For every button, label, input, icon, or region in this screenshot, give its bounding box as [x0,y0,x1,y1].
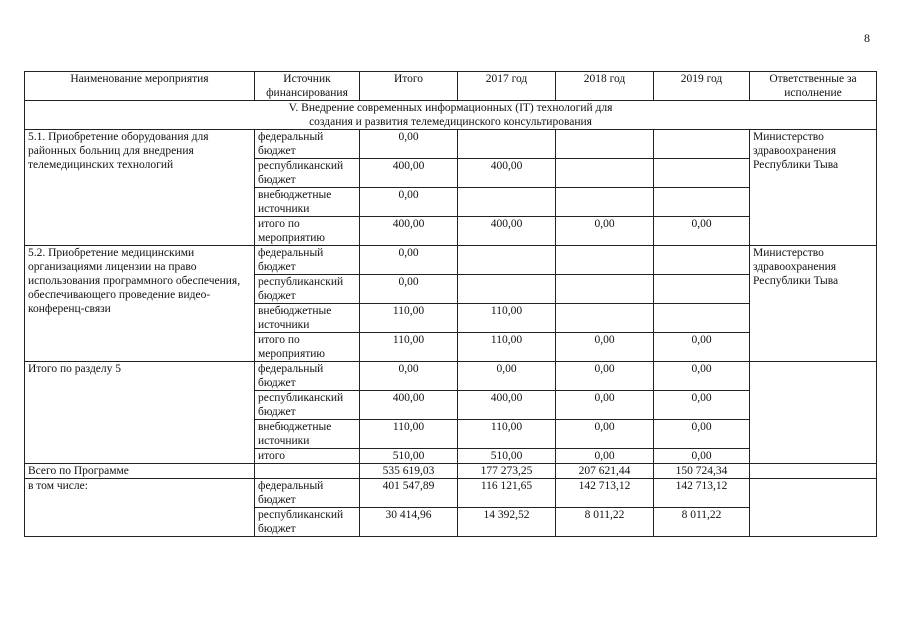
source-cell: итого [255,449,360,464]
source-cell: республиканский бюджет [255,391,360,420]
y2019-cell: 0,00 [654,217,750,246]
y2017-cell: 400,00 [458,217,556,246]
source-cell: федеральный бюджет [255,362,360,391]
source-cell [255,464,360,479]
section-title: V. Внедрение современных информационных (IT) технологий для создания и развития телемедицинского консультирования [25,101,877,130]
total-cell: 400,00 [360,159,458,188]
total-cell: 535 619,03 [360,464,458,479]
y2018-cell: 0,00 [556,420,654,449]
y2018-cell: 0,00 [556,449,654,464]
y2019-cell [654,188,750,217]
source-cell: федеральный бюджет [255,246,360,275]
total-cell: 0,00 [360,362,458,391]
y2018-cell: 142 713,12 [556,479,654,508]
y2018-cell: 207 621,44 [556,464,654,479]
y2018-cell: 0,00 [556,333,654,362]
y2018-cell: 0,00 [556,391,654,420]
header-2018: 2018 год [556,72,654,101]
y2017-cell: 116 121,65 [458,479,556,508]
program-total-row [25,464,877,479]
y2017-cell: 400,00 [458,159,556,188]
header-name: Наименование мероприятия [25,72,255,101]
total-cell: 400,00 [360,391,458,420]
item2-responsible: Министерство здравоохранения Республики Тыва [750,246,877,362]
total-cell: 0,00 [360,246,458,275]
y2017-cell: 177 273,25 [458,464,556,479]
total-cell: 30 414,96 [360,508,458,537]
y2018-cell [556,159,654,188]
header-row [25,72,877,101]
y2017-cell [458,188,556,217]
total-cell: 401 547,89 [360,479,458,508]
source-cell: республиканский бюджет [255,159,360,188]
table-row [25,479,877,508]
y2018-cell [556,188,654,217]
total-cell: 0,00 [360,188,458,217]
source-cell: внебюджетные источники [255,420,360,449]
funding-table [24,71,877,537]
section-title-row [25,101,877,130]
y2019-cell [654,130,750,159]
y2019-cell [654,275,750,304]
y2018-cell [556,275,654,304]
total-cell: 510,00 [360,449,458,464]
source-cell: внебюджетные источники [255,304,360,333]
program-total-name: Всего по Программе [25,464,255,479]
table-row [25,130,877,159]
source-cell: республиканский бюджет [255,275,360,304]
y2017-cell: 110,00 [458,420,556,449]
y2019-cell: 150 724,34 [654,464,750,479]
source-cell: внебюджетные источники [255,188,360,217]
y2017-cell: 110,00 [458,333,556,362]
y2017-cell: 510,00 [458,449,556,464]
item1-name: 5.1. Приобретение оборудования для районных больниц для внедрения телемедицинских технологий [25,130,255,246]
y2019-cell: 0,00 [654,362,750,391]
total-cell: 110,00 [360,304,458,333]
including-name: в том числе: [25,479,255,537]
total-cell: 400,00 [360,217,458,246]
source-cell: итого по мероприятию [255,333,360,362]
y2019-cell: 0,00 [654,449,750,464]
total-cell: 110,00 [360,420,458,449]
y2017-cell: 14 392,52 [458,508,556,537]
y2019-cell: 0,00 [654,333,750,362]
total-cell: 110,00 [360,333,458,362]
y2019-cell [654,159,750,188]
item2-name: 5.2. Приобретение медицинскими организациями лицензии на право использования программного обеспечения, обеспечивающего проведение видео-конференц-связи [25,246,255,362]
source-cell: федеральный бюджет [255,479,360,508]
y2017-cell [458,275,556,304]
header-2019: 2019 год [654,72,750,101]
y2019-cell: 0,00 [654,420,750,449]
y2019-cell [654,246,750,275]
header-responsible: Ответственные за исполнение [750,72,877,101]
y2018-cell [556,246,654,275]
y2019-cell: 142 713,12 [654,479,750,508]
y2017-cell [458,130,556,159]
y2018-cell: 0,00 [556,217,654,246]
y2018-cell: 0,00 [556,362,654,391]
y2019-cell [654,304,750,333]
source-cell: федеральный бюджет [255,130,360,159]
item1-responsible: Министерство здравоохранения Республики Тыва [750,130,877,246]
y2017-cell: 110,00 [458,304,556,333]
y2018-cell: 8 011,22 [556,508,654,537]
section-total-name: Итого по разделу 5 [25,362,255,464]
header-2017: 2017 год [458,72,556,101]
responsible-empty [750,362,877,464]
y2018-cell [556,304,654,333]
responsible-empty [750,479,877,537]
y2019-cell: 8 011,22 [654,508,750,537]
header-total: Итого [360,72,458,101]
y2019-cell: 0,00 [654,391,750,420]
y2018-cell [556,130,654,159]
y2017-cell: 400,00 [458,391,556,420]
table-row [25,362,877,391]
table-row [25,246,877,275]
y2017-cell: 0,00 [458,362,556,391]
total-cell: 0,00 [360,130,458,159]
y2017-cell [458,246,556,275]
page-number: 8 [864,31,870,45]
responsible-empty [750,464,877,479]
total-cell: 0,00 [360,275,458,304]
header-source: Источник финансирования [255,72,360,101]
source-cell: республиканский бюджет [255,508,360,537]
source-cell: итого по мероприятию [255,217,360,246]
